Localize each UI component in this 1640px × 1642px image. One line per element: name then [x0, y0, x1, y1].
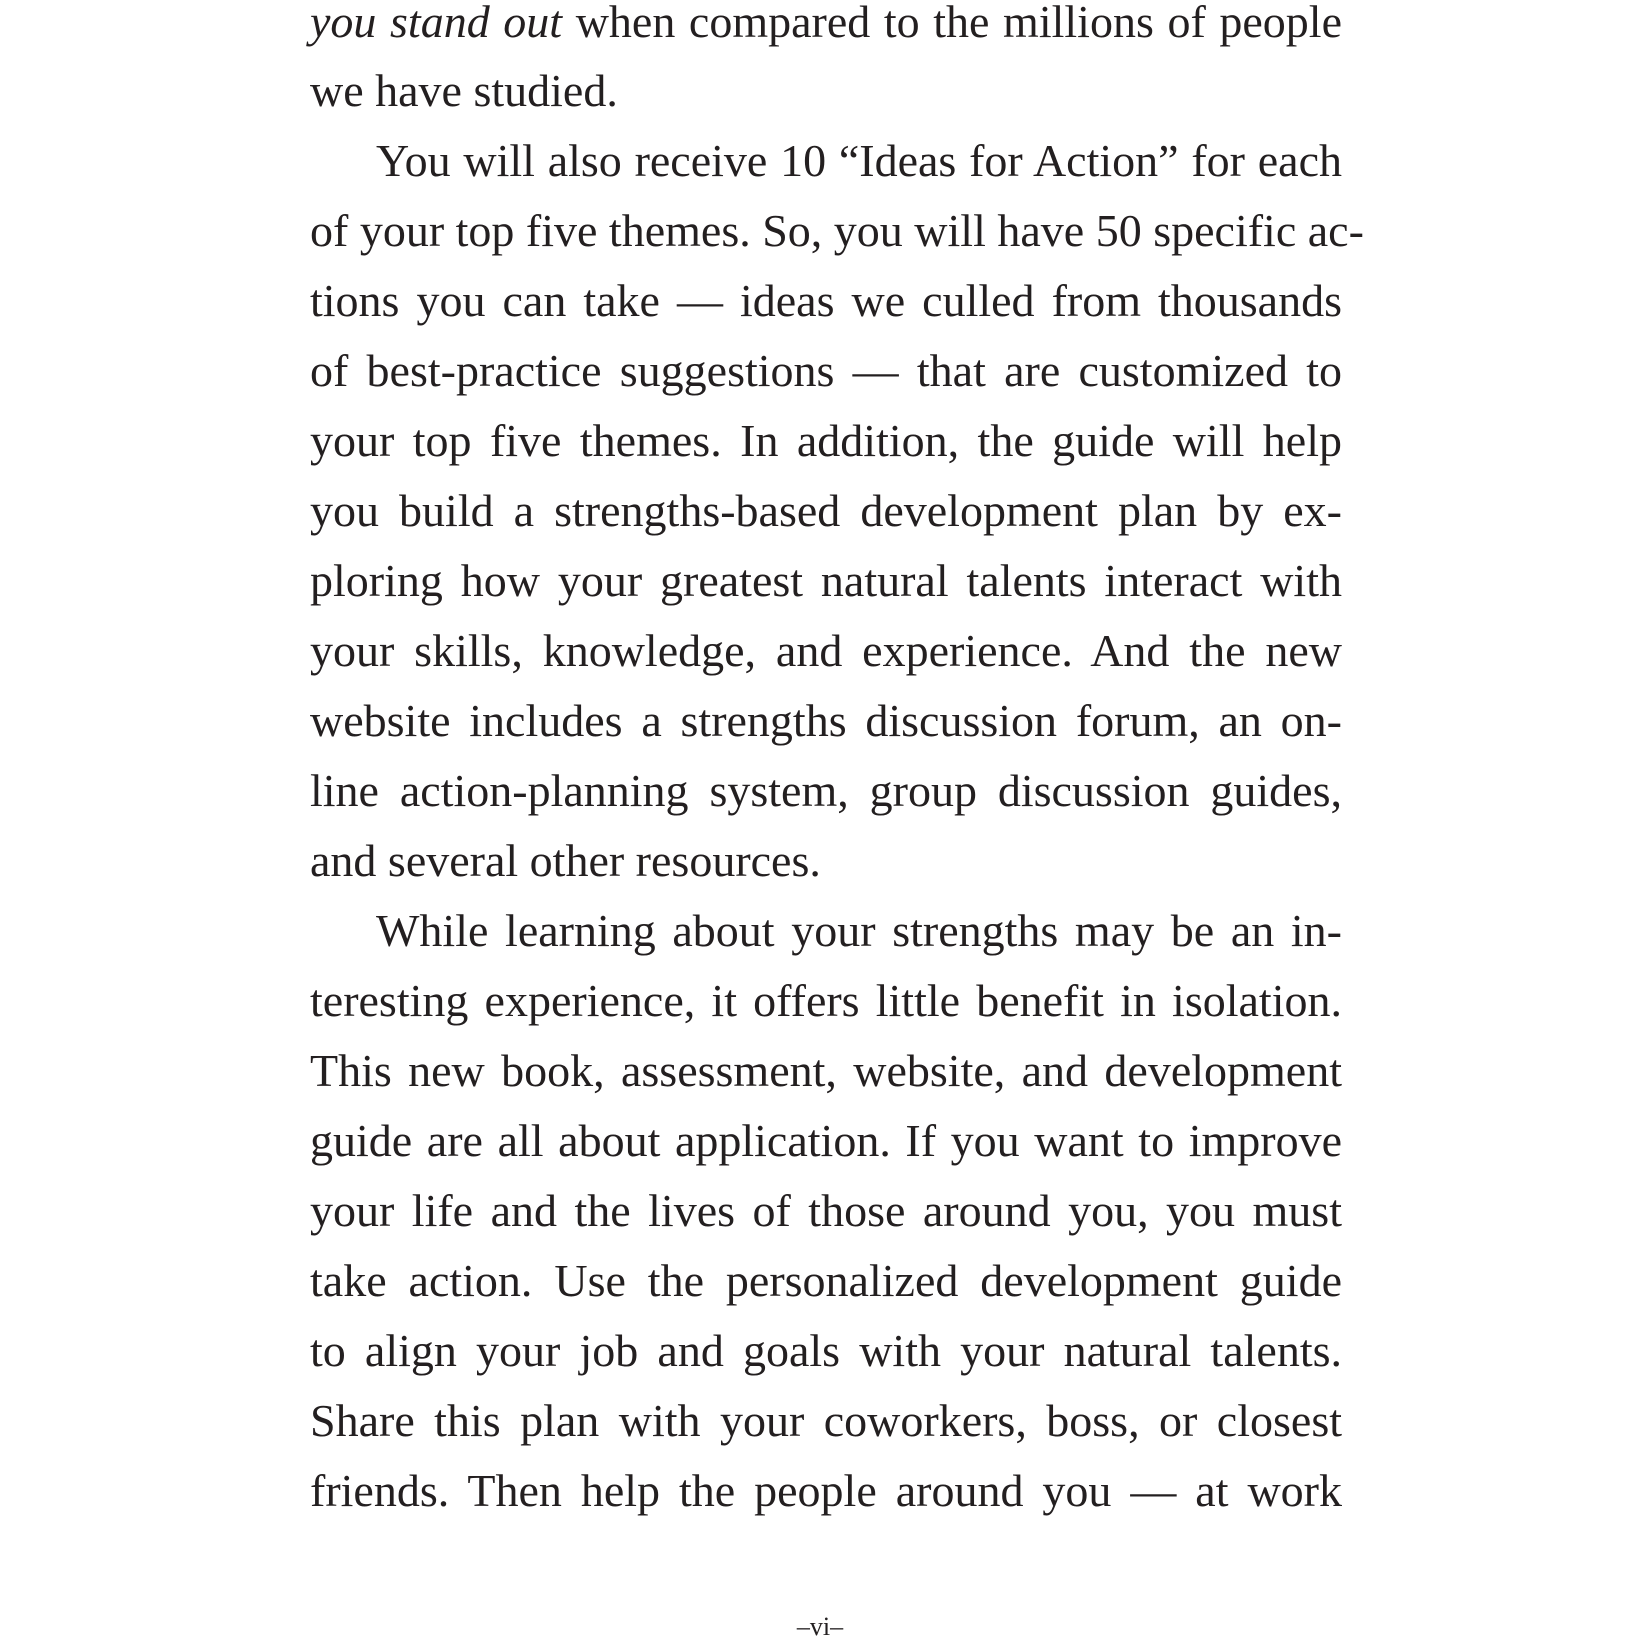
- body-line-4: of your top five themes. So, you will have 50 specific ac-: [310, 205, 1364, 256]
- body-line-1: [310, 0, 1342, 50]
- body-line-20: to align your job and goals with your natural talents.: [310, 1325, 1342, 1376]
- body-line-16: This new book, assessment, website, and development: [310, 1045, 1342, 1096]
- body-line-6: of best-practice suggestions — that are customized to: [310, 345, 1342, 396]
- body-line-5: tions you can take — ideas we culled from thousands: [310, 275, 1342, 326]
- body-line-11: website includes a strengths discussion forum, an on-: [310, 695, 1342, 746]
- body-line-9: ploring how your greatest natural talents interact with: [310, 555, 1342, 606]
- body-line-15: teresting experience, it offers little benefit in isolation.: [310, 975, 1342, 1026]
- body-line-2: we have studied.: [310, 65, 618, 116]
- body-line-17: guide are all about application. If you want to improve: [310, 1115, 1342, 1166]
- body-line-10: your skills, knowledge, and experience. And the new: [310, 625, 1342, 676]
- body-line-19: take action. Use the personalized development guide: [310, 1255, 1342, 1306]
- body-line-12: line action-planning system, group discussion guides,: [310, 765, 1342, 816]
- body-line-13: and several other resources.: [310, 835, 821, 886]
- body-line-8: you build a strengths-based development plan by ex-: [310, 485, 1342, 536]
- italic-phrase: you stand out: [310, 0, 563, 47]
- body-line-3: You will also receive 10 “Ideas for Action” for each: [376, 135, 1342, 186]
- line-1-rest: when compared to the millions of people: [562, 0, 1342, 47]
- body-line-7: your top five themes. In addition, the guide will help: [310, 415, 1342, 466]
- body-line-14: While learning about your strengths may be an in-: [376, 905, 1342, 956]
- body-line-22: friends. Then help the people around you — at work: [310, 1465, 1342, 1516]
- page-number: –vi–: [796, 1612, 844, 1641]
- body-line-18: your life and the lives of those around you, you must: [310, 1185, 1342, 1236]
- body-line-21: Share this plan with your coworkers, boss, or closest: [310, 1395, 1342, 1446]
